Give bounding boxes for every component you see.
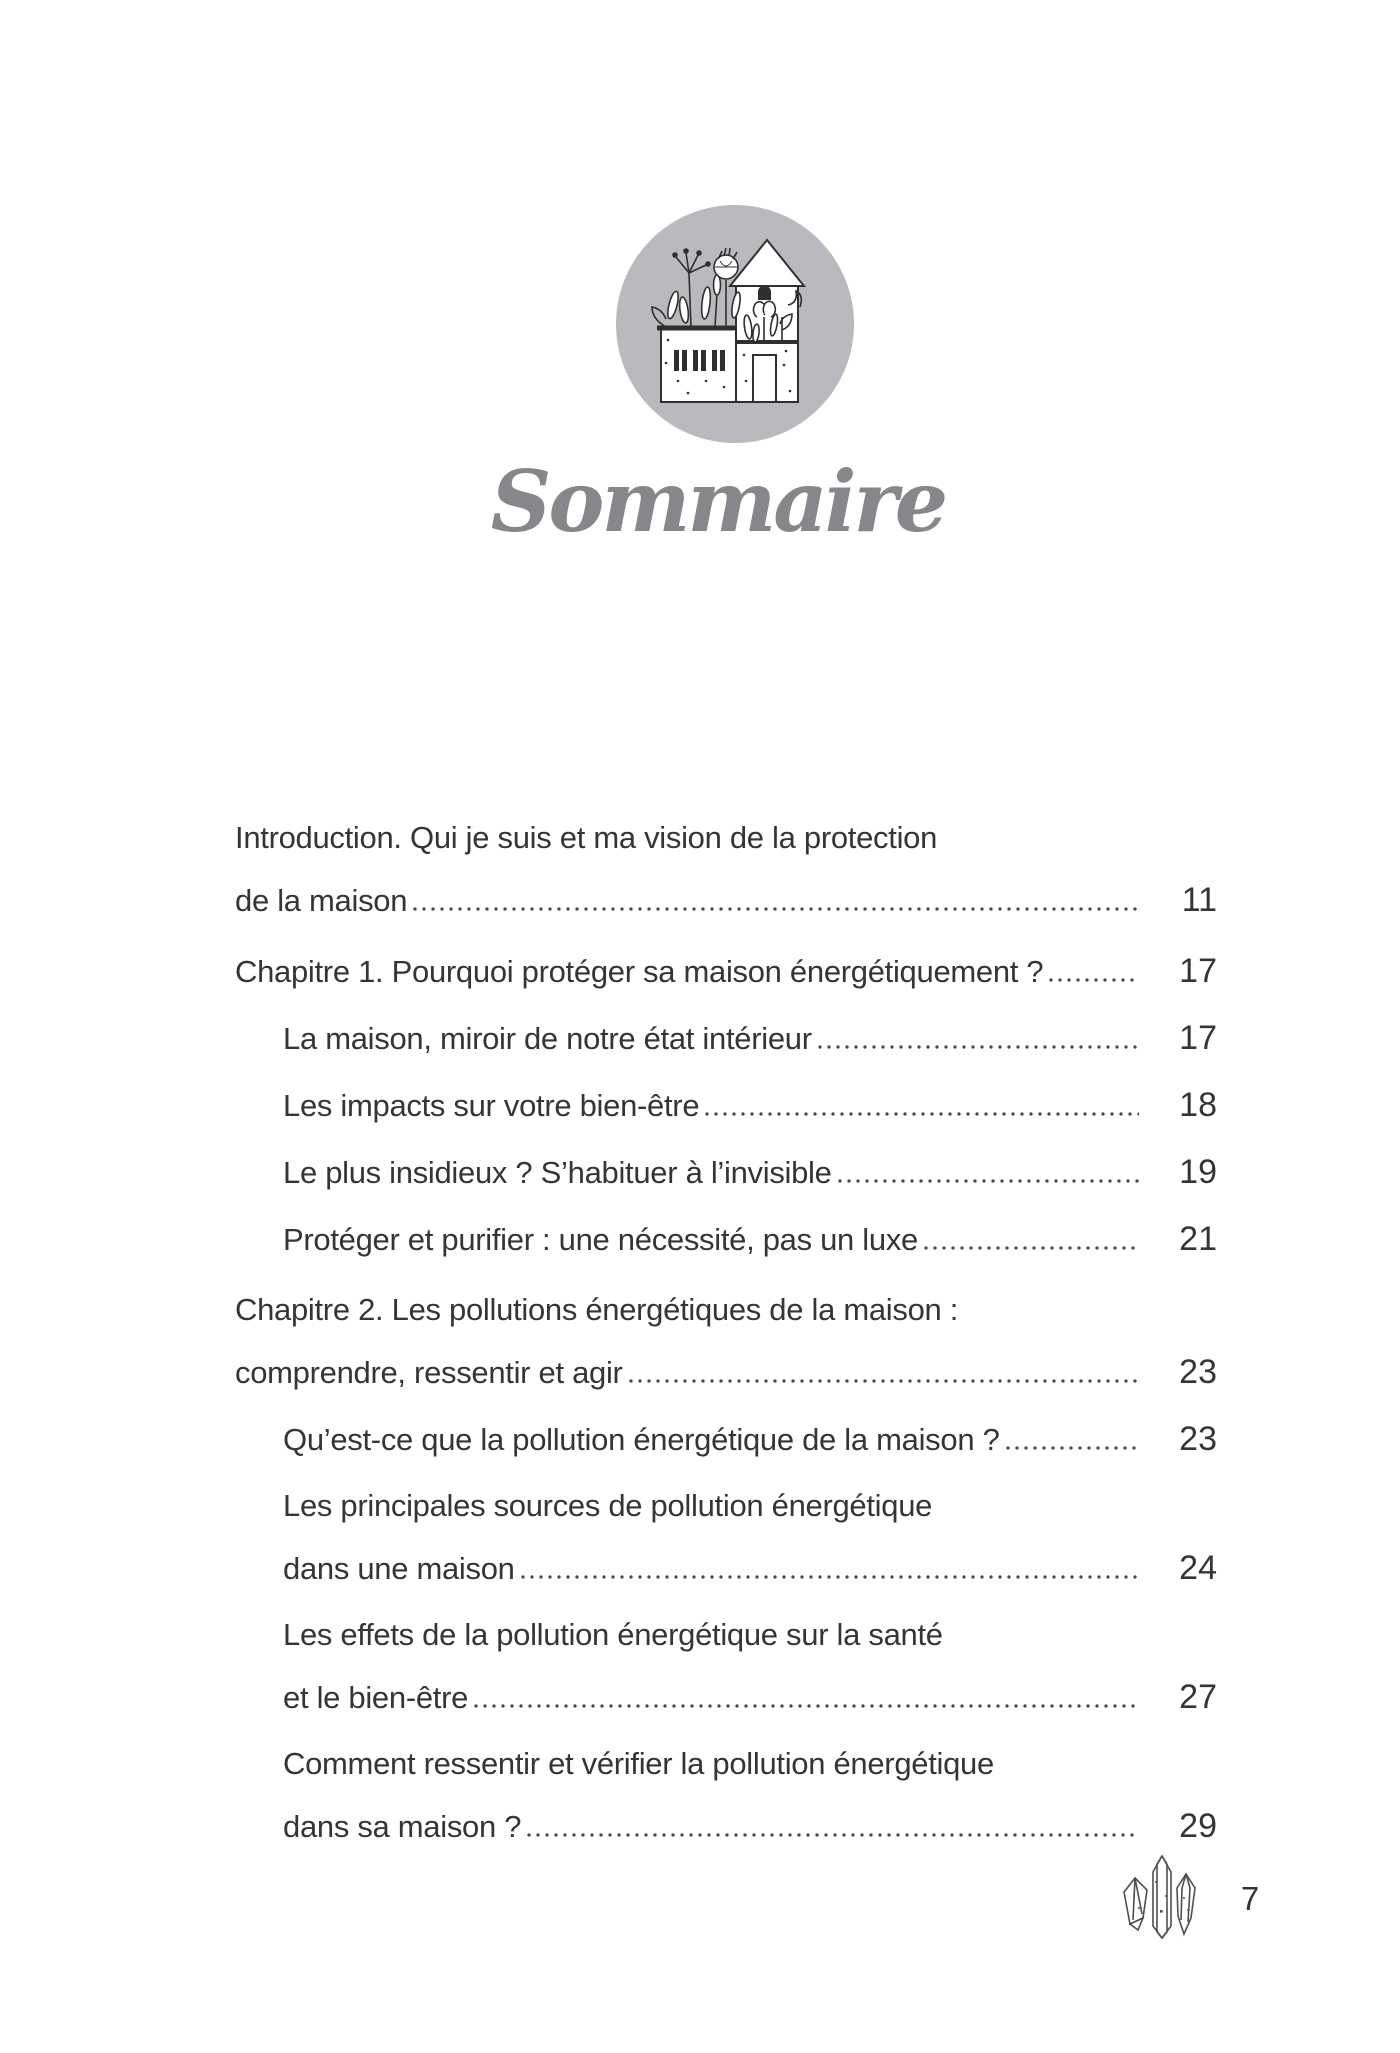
toc-entry-label: dans une maison bbox=[283, 1551, 515, 1586]
folio-page-number: 7 bbox=[1240, 1880, 1260, 1917]
toc-page-number: 23 bbox=[1179, 1353, 1217, 1391]
toc-entry[interactable] bbox=[235, 1475, 1217, 1599]
toc-entry[interactable] bbox=[235, 1074, 1217, 1136]
toc-entry-label: Le plus insidieux ? S’habituer à l’invisible bbox=[283, 1155, 832, 1190]
toc-entry-label: Chapitre 2. Les pollutions énergétiques de la maison : bbox=[235, 1292, 959, 1327]
toc-page-number: 17 bbox=[1179, 952, 1217, 990]
toc-page-number: 19 bbox=[1179, 1153, 1217, 1191]
toc-entry-label: Comment ressentir et vérifier la pollution énergétique bbox=[283, 1746, 994, 1781]
toc-entry-label: et le bien-être bbox=[283, 1680, 469, 1715]
toc-entry-introduction[interactable] bbox=[235, 807, 1217, 931]
toc-page-number: 17 bbox=[1179, 1019, 1217, 1057]
toc-page-number: 29 bbox=[1179, 1807, 1217, 1845]
dotted-leader bbox=[527, 1833, 1139, 1837]
house-with-plants-icon bbox=[616, 205, 854, 443]
toc-page-number: 21 bbox=[1179, 1220, 1217, 1258]
toc-entry[interactable] bbox=[235, 1007, 1217, 1069]
toc-entry-label: Les impacts sur votre bien-être bbox=[283, 1088, 700, 1123]
toc-entry-label: Introduction. Qui je suis et ma vision de la protection bbox=[235, 820, 938, 855]
toc-entry-chapter-2[interactable] bbox=[235, 1279, 1217, 1403]
toc-page-number: 11 bbox=[1181, 881, 1217, 919]
page-title: Sommaire bbox=[490, 452, 946, 551]
dotted-leader bbox=[818, 1045, 1139, 1049]
toc-entry[interactable] bbox=[235, 1141, 1217, 1203]
toc-page-number: 24 bbox=[1179, 1549, 1217, 1587]
dotted-leader bbox=[413, 907, 1139, 911]
toc-page-number: 18 bbox=[1179, 1086, 1217, 1124]
crystals-icon bbox=[1120, 1852, 1204, 1950]
toc-entry[interactable] bbox=[235, 1733, 1217, 1857]
toc-entry-label: Chapitre 1. Pourquoi protéger sa maison énergétiquement ? bbox=[235, 954, 1044, 989]
crystals-decoration bbox=[1120, 1852, 1204, 1955]
table-of-contents bbox=[235, 807, 1217, 1862]
dotted-leader bbox=[521, 1575, 1139, 1579]
toc-entry[interactable] bbox=[235, 1604, 1217, 1728]
dotted-leader bbox=[1049, 978, 1139, 982]
badge-circle bbox=[616, 205, 854, 443]
toc-entry-label: comprendre, ressentir et agir bbox=[235, 1355, 623, 1390]
toc-page-number: 27 bbox=[1179, 1678, 1217, 1716]
toc-entry[interactable] bbox=[235, 1208, 1217, 1270]
toc-entry-label: Qu’est-ce que la pollution énergétique de la maison ? bbox=[283, 1422, 1000, 1457]
dotted-leader bbox=[705, 1112, 1139, 1116]
toc-entry-label: Les effets de la pollution énergétique sur la santé bbox=[283, 1617, 943, 1652]
toc-entry-label: Les principales sources de pollution énergétique bbox=[283, 1488, 933, 1523]
toc-entry[interactable] bbox=[235, 1408, 1217, 1470]
toc-entry-label: de la maison bbox=[235, 883, 408, 918]
toc-entry-chapter-1[interactable] bbox=[235, 940, 1217, 1002]
toc-entry-label: dans sa maison ? bbox=[283, 1809, 522, 1844]
dotted-leader bbox=[838, 1179, 1139, 1183]
toc-entry-label: La maison, miroir de notre état intérieur bbox=[283, 1021, 812, 1056]
dotted-leader bbox=[1006, 1446, 1139, 1450]
dotted-leader bbox=[924, 1246, 1139, 1250]
dotted-leader bbox=[474, 1704, 1139, 1708]
toc-entry-label: Protéger et purifier : une nécessité, pas un luxe bbox=[283, 1222, 918, 1257]
dotted-leader bbox=[629, 1379, 1139, 1383]
toc-page-number: 23 bbox=[1179, 1420, 1217, 1458]
